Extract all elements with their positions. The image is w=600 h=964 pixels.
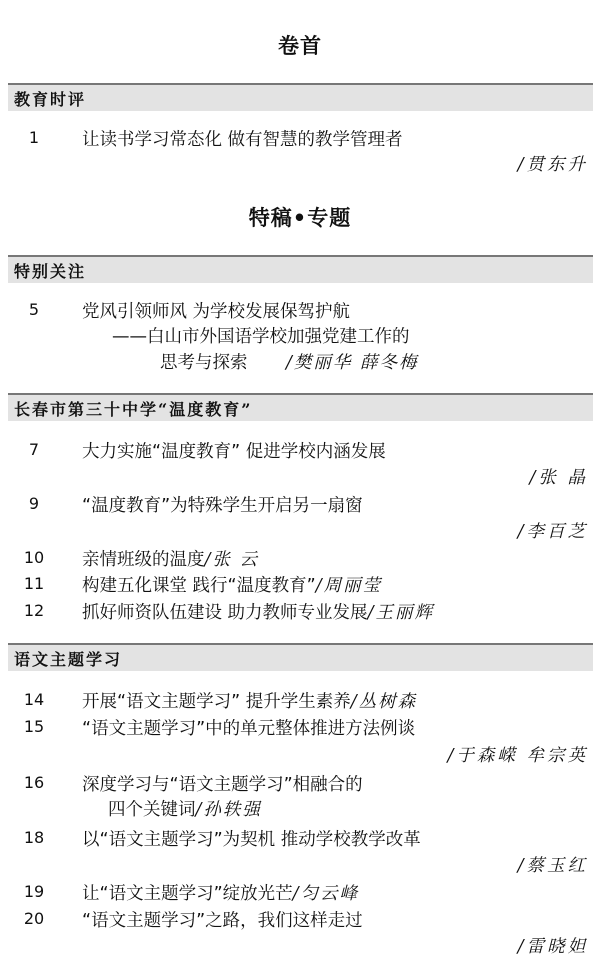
article-title: 抓好师资队伍建设 助力教师专业发展/王丽辉: [82, 603, 434, 623]
category-header: [8, 643, 593, 671]
article-title: 以“语文主题学习”为契机 推动学校教学改革: [82, 830, 421, 850]
page-number: 11: [23, 574, 45, 593]
toc-entry-author-line: [0, 464, 600, 494]
toc-entry[interactable]: [0, 688, 600, 718]
page-number: 9: [28, 494, 40, 513]
article-title-cont: ——白山市外国语学校加强党建工作的: [112, 327, 410, 347]
special-title: 特稿•专题: [248, 206, 352, 230]
page-number: 18: [23, 828, 45, 847]
article-title: 开展“语文主题学习” 提升学生素养/丛树森: [82, 692, 418, 712]
toc-entry[interactable]: [0, 599, 600, 629]
page-number: 1: [28, 128, 40, 147]
toc-entry-author-line: [0, 518, 600, 548]
author: /蔡玉红: [517, 856, 588, 876]
author: /王丽辉: [367, 603, 434, 623]
article-title: 党风引领师风 为学校发展保驾护航: [82, 302, 351, 322]
category-label: 特别关注: [14, 262, 87, 281]
toc-entry[interactable]: [0, 715, 600, 745]
toc-entry-author-line: [0, 151, 600, 181]
toc-entry-author-line: [0, 933, 600, 963]
category-label: 长春市第三十中学“温度教育”: [14, 400, 253, 419]
category-label: 教育时评: [14, 90, 87, 109]
category-header: [8, 393, 593, 421]
article-title: 让读书学习常态化 做有智慧的教学管理者: [82, 130, 403, 150]
toc-entry[interactable]: [0, 572, 600, 602]
author: /雷晓妲: [517, 937, 588, 957]
article-title: 大力实施“温度教育” 促进学校内涵发展: [82, 442, 386, 462]
page-number: 16: [23, 773, 45, 792]
article-title: 深度学习与“语文主题学习”相融合的: [82, 775, 363, 795]
toc-entry-line2: [0, 796, 600, 826]
toc-entry[interactable]: [0, 880, 600, 910]
author: /张 晶: [529, 468, 588, 488]
author: /贯东升: [517, 155, 588, 175]
category-label: 语文主题学习: [14, 650, 123, 669]
author: /于森嵘 牟宗英: [447, 746, 588, 766]
author: /丛树森: [350, 692, 418, 712]
article-title: “语文主题学习”中的单元整体推进方法例谈: [82, 719, 416, 739]
page-number: 19: [23, 882, 45, 901]
author: /周丽莹: [315, 576, 383, 596]
page-number: 7: [28, 440, 40, 459]
article-title-cont: 思考与探索: [160, 353, 248, 373]
toc-entry-author-line: [0, 852, 600, 882]
article-title: 亲情班级的温度/张 云: [82, 550, 259, 570]
author: /樊丽华 薛冬梅: [286, 353, 419, 373]
main-title: 卷首: [278, 34, 322, 58]
page-number: 20: [23, 909, 45, 928]
page-number: 15: [23, 717, 45, 736]
article-title: 构建五化课堂 践行“温度教育”/周丽莹: [82, 576, 383, 596]
article-title: 让“语文主题学习”绽放光芒/匀云峰: [82, 884, 360, 904]
toc-entry-line3: [0, 349, 600, 379]
page-number: 5: [28, 300, 40, 319]
article-title: “语文主题学习”之路，我们这样走过: [82, 911, 363, 931]
author: /孙轶强: [195, 800, 262, 820]
author: /张 云: [204, 550, 259, 570]
article-title: “温度教育”为特殊学生开启另一扇窗: [82, 496, 363, 516]
article-title-cont: 四个关键词/孙轶强: [108, 800, 262, 820]
category-header: [8, 255, 593, 283]
category-header: [8, 83, 593, 111]
toc-entry-author-line: [0, 742, 600, 772]
author: /李百芝: [517, 522, 588, 542]
page-number: 14: [23, 690, 45, 709]
author: /匀云峰: [292, 884, 360, 904]
page-number: 10: [23, 548, 45, 567]
page-number: 12: [23, 601, 45, 620]
